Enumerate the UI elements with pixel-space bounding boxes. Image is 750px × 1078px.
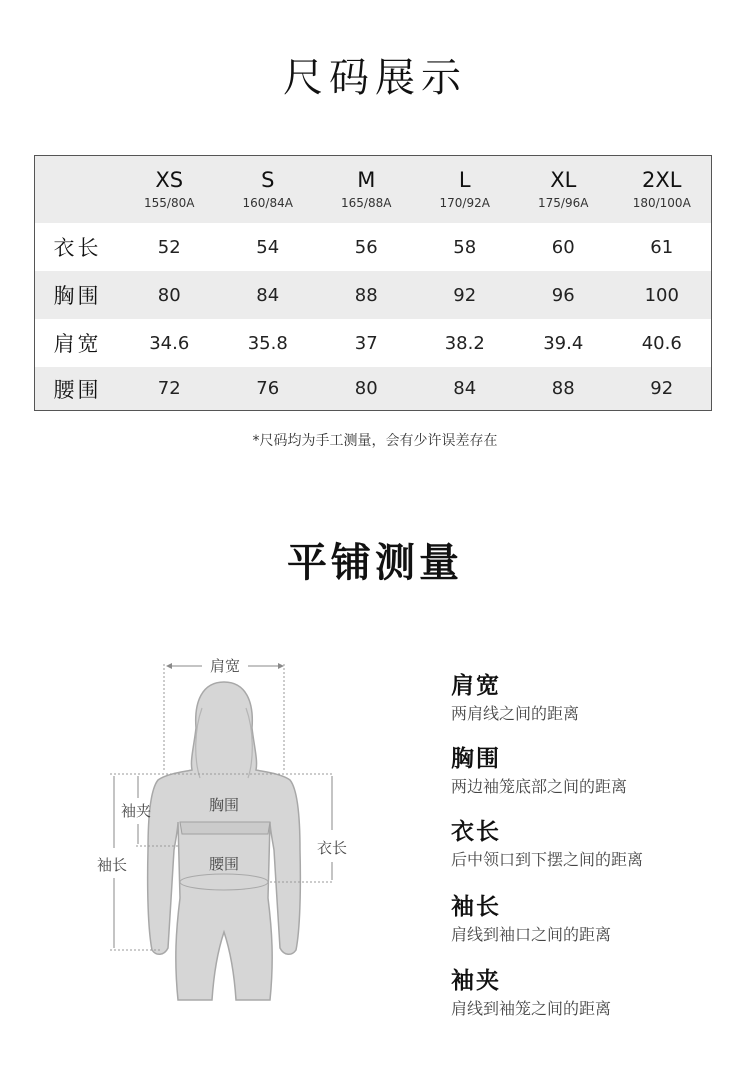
table-cell: 54 <box>256 236 280 258</box>
legend-term: 衣长 <box>451 819 501 845</box>
row-label: 腰围 <box>53 377 102 402</box>
label-chest: 胸围 <box>208 796 240 814</box>
table-cell: 56 <box>354 236 378 258</box>
legend-item-chest <box>451 744 627 798</box>
table-cell: 35.8 <box>247 332 288 354</box>
size-code: 180/100A <box>632 195 691 210</box>
size-col-l <box>416 168 515 212</box>
table-cell: 88 <box>354 284 378 306</box>
size-col-m <box>317 168 416 212</box>
size-code: 175/96A <box>538 195 589 210</box>
size-name: M <box>357 167 376 192</box>
legend-term: 袖长 <box>451 894 501 920</box>
table-cell: 84 <box>256 284 280 306</box>
legend-term: 肩宽 <box>451 673 501 699</box>
table-cell: 34.6 <box>149 332 190 354</box>
legend-item-length <box>451 817 643 871</box>
row-label: 衣长 <box>53 236 102 260</box>
table-cell: 58 <box>453 236 477 258</box>
legend-desc: 肩线到袖口之间的距离 <box>451 925 612 944</box>
table-cell: 92 <box>453 284 477 306</box>
label-waist: 腰围 <box>208 855 240 873</box>
garment-band <box>180 822 270 834</box>
table-cell: 72 <box>157 378 181 399</box>
size-name: XL <box>550 167 577 192</box>
size-name: L <box>458 167 471 192</box>
table-cell: 88 <box>551 378 575 399</box>
legend-item-shoulder <box>451 671 579 725</box>
measurement-note: *尺码均为手工测量，会有少许误差存在 <box>252 433 498 449</box>
label-shoulder: 肩宽 <box>209 657 241 675</box>
size-col-2xl <box>613 168 712 212</box>
label-length: 衣长 <box>316 839 348 857</box>
size-header-row <box>35 156 711 223</box>
size-name: S <box>261 167 275 192</box>
size-col-xl <box>514 168 613 212</box>
table-cell: 80 <box>354 378 378 399</box>
table-cell: 39.4 <box>543 332 584 354</box>
table-cell: 84 <box>453 378 477 399</box>
body-figure-illustration <box>90 650 360 1020</box>
table-cell: 76 <box>256 378 280 399</box>
size-name: XS <box>155 167 184 192</box>
size-code: 170/92A <box>439 195 490 210</box>
table-cell: 37 <box>354 332 378 354</box>
table-cell: 92 <box>650 378 674 399</box>
legend-desc: 肩线到袖笼之间的距离 <box>451 999 612 1018</box>
size-name: 2XL <box>642 167 682 192</box>
size-table <box>34 155 712 411</box>
label-sleeve: 袖长 <box>96 856 128 874</box>
legend-item-sleeve <box>451 892 611 946</box>
size-col-s <box>219 168 318 212</box>
legend-term: 袖夹 <box>451 968 501 994</box>
flat-measure-title: 平铺测量 <box>287 540 463 586</box>
body-silhouette <box>148 682 301 1000</box>
table-cell: 80 <box>157 284 181 306</box>
legend-desc: 两边袖笼底部之间的距离 <box>451 777 628 796</box>
label-armhole: 袖夹 <box>120 802 152 820</box>
table-cell: 100 <box>644 284 679 306</box>
table-row-waist <box>35 367 711 410</box>
table-row-chest <box>35 271 711 319</box>
row-label: 肩宽 <box>53 332 102 356</box>
row-label: 胸围 <box>53 284 102 308</box>
legend-term: 胸围 <box>451 746 501 772</box>
size-chart-title: 尺码展示 <box>283 55 467 101</box>
table-row-shoulder <box>35 319 711 367</box>
legend-desc: 两肩线之间的距离 <box>451 704 580 723</box>
table-cell: 38.2 <box>444 332 485 354</box>
table-cell: 96 <box>551 284 575 306</box>
table-cell: 52 <box>157 236 181 258</box>
table-row-length <box>35 223 711 271</box>
size-code: 160/84A <box>242 195 293 210</box>
table-cell: 61 <box>650 236 674 258</box>
size-code: 165/88A <box>341 195 392 210</box>
legend-item-armhole <box>451 966 611 1020</box>
legend-desc: 后中领口到下摆之间的距离 <box>451 850 644 869</box>
table-cell: 40.6 <box>641 332 682 354</box>
table-cell: 60 <box>551 236 575 258</box>
size-col-xs <box>120 168 219 212</box>
size-code: 155/80A <box>144 195 195 210</box>
